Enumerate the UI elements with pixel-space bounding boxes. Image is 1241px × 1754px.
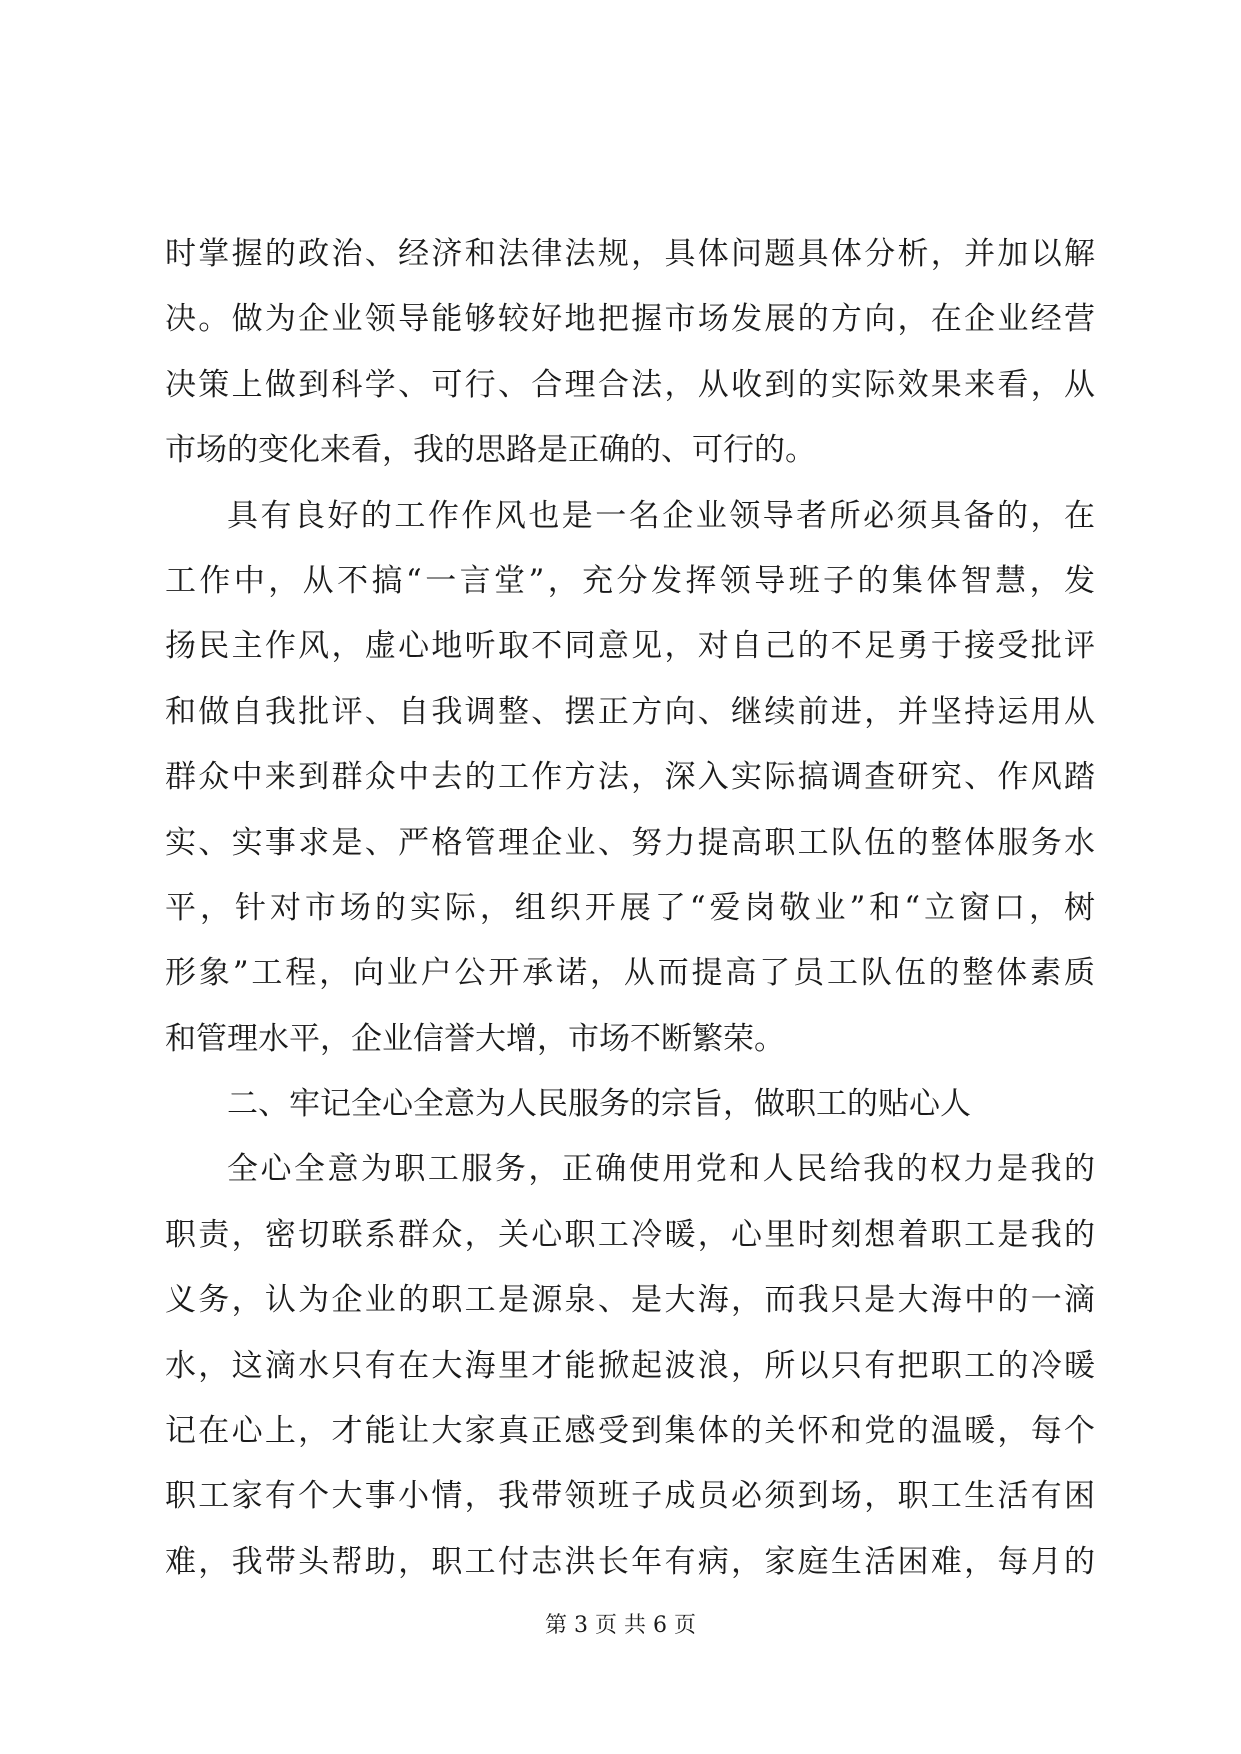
text-line: 和做自我批评、自我调整、摆正方向、继续前进，并坚持运用从 [165,693,1095,730]
text-line: 职责，密切联系群众，关心职工冷暖，心里时刻想着职工是我的 [165,1216,1095,1253]
section-heading-text: 二、牢记全心全意为人民服务的宗旨，做职工的贴心人 [227,1086,971,1123]
page-number-footer: 第 3 页 共 6 页 [545,1613,696,1638]
text-line: 职工家有个大事小情，我带领班子成员必须到场，职工生活有困 [165,1478,1095,1515]
text-line: 时掌握的政治、经济和法律法规，具体问题具体分析，并加以解 [165,236,1095,272]
text-line: 全心全意为职工服务，正确使用党和人民给我的权力是我的 [227,1151,1095,1188]
text-line: 扬民主作风，虚心地听取不同意见，对自己的不足勇于接受批评 [165,628,1095,665]
text-line: 和管理水平，企业信誉大增，市场不断繁荣。 [165,1020,785,1057]
text-line: 群众中来到群众中去的工作方法，深入实际搞调查研究、作风踏 [165,759,1095,796]
text-line: 实、实事求是、严格管理企业、努力提高职工队伍的整体服务水 [165,824,1095,861]
paragraph-work-style [165,484,1095,1073]
section-heading [165,1072,1095,1137]
text-line: 工作中，从不搞“一言堂”，充分发挥领导班子的集体智慧，发 [165,562,1095,599]
text-line: 水，这滴水只有在大海里才能掀起波浪，所以只有把职工的冷暖 [165,1347,1095,1384]
paragraph-serve-workers [165,1137,1095,1595]
text-line: 决策上做到科学、可行、合理合法，从收到的实际效果来看，从 [165,366,1095,403]
paragraph-continuation [165,222,1095,484]
text-line: 具有良好的工作作风也是一名企业领导者所必须具备的，在 [227,497,1095,534]
text-line: 义务，认为企业的职工是源泉、是大海，而我只是大海中的一滴 [165,1282,1095,1319]
text-line: 难，我带头帮助，职工付志洪长年有病，家庭生活困难，每月的 [165,1543,1095,1580]
text-line: 记在心上，才能让大家真正感受到集体的关怀和党的温暖，每个 [165,1413,1095,1450]
text-line: 决。做为企业领导能够较好地把握市场发展的方向，在企业经营 [165,301,1095,338]
text-line: 平，针对市场的实际，组织开展了“爱岗敬业”和“立窗口，树 [165,889,1095,926]
text-line: 形象”工程，向业户公开承诺，从而提高了员工队伍的整体素质 [165,955,1095,992]
text-line: 市场的变化来看，我的思路是正确的、可行的。 [165,432,816,469]
document-body [165,222,1095,1595]
